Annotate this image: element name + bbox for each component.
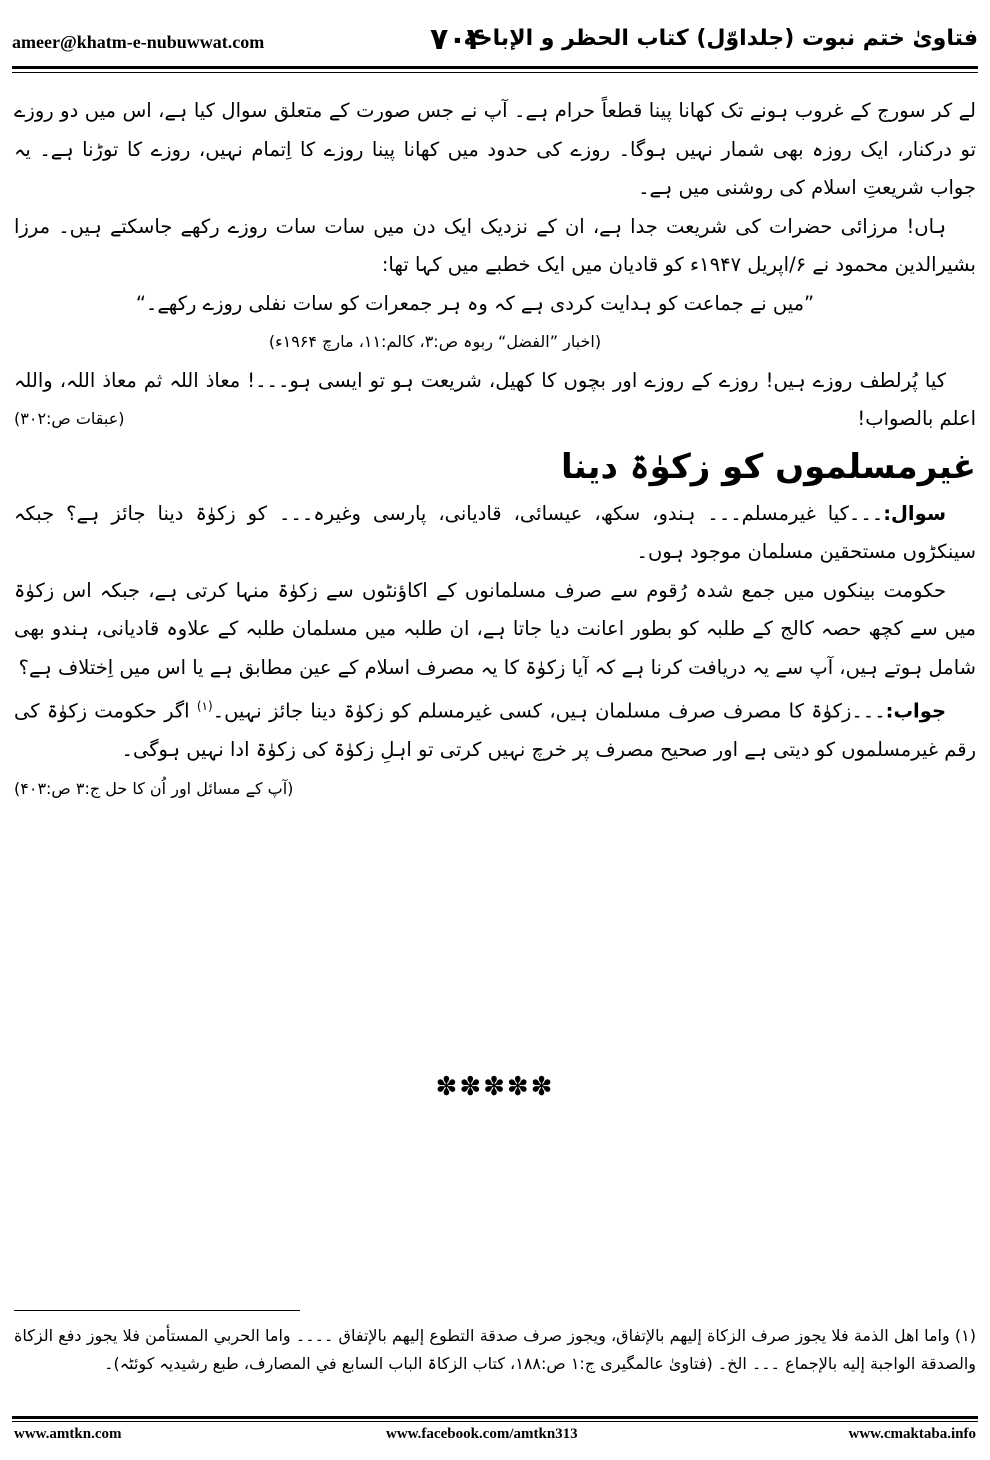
answer-text-2: اگر حکومت زکوٰۃ کی رقم غیرمسلموں کو دیتی ہے اور صحیح مصرف پر خرچ نہیں کرتی تو اہلِ زکوٰۃ کی زکوٰۃ ادا نہیں ہوگی۔ — [14, 699, 976, 761]
book-title: فتاویٰ ختم نبوت (جلداوّل) کتاب الحظر و الإباحة — [463, 26, 978, 51]
paragraph-3 — [14, 362, 976, 439]
footer-rule — [12, 1416, 978, 1419]
footer-link-left[interactable]: www.amtkn.com — [14, 1426, 122, 1442]
header-email[interactable]: ameer@khatm-e-nubuwwat.com — [12, 32, 265, 52]
page-header — [12, 22, 978, 62]
question-text: ۔۔۔کیا غیرمسلم۔۔۔ ہندو، سکھ، عیسائی، قادیانی، پارسی وغیرہ۔۔۔ کو زکوٰۃ دینا جائز ہے؟ جبکہ سینکڑوں مستحقین مسلمان موجود ہوں۔ — [14, 501, 976, 563]
section-separator: ✽✽✽✽✽ — [435, 1072, 555, 1102]
header-rule — [12, 66, 978, 69]
answer — [14, 687, 976, 798]
paragraph-3-text: کیا پُرلطف روزے ہیں! روزے کے روزے اور بچوں کا کھیل، شریعت ہو تو ایسی ہو۔۔۔! معاذ اللہ ثم معاذ اللہ، واللہ اعلم بالصواب! — [14, 368, 976, 430]
footer-rule-thin — [12, 1421, 978, 1422]
quotation-reference: (اخبار ”الفضل“ ربوہ ص:۳، کالم:۱۱، مارچ ۱۹۶۴ء) — [268, 332, 602, 351]
paragraph-3-reference: (عبقات ص:۳۰۲) — [14, 409, 125, 428]
footnote: (۱) واما اهل الذمة فلا يجوز صرف الزكاة إليهم بالإتفاق، ويجوز صرف صدقة التطوع إليهم بالإتفاق ۔۔۔۔ واما الحربي المستأمن فلا يجوز دفع الزكاة والصدقة الواجبة إليه بالإجماع ۔۔۔ الخ۔ (فتاویٰ عالمگیری ج:۱ ص:۱۸۸، کتاب الزکاۃ الباب السابع في المصارف، طبع رشیدیہ کوئٹہ)۔ — [14, 1326, 976, 1373]
answer-label: جواب: — [885, 699, 946, 723]
page-footer — [14, 1426, 976, 1450]
page-body — [14, 92, 976, 808]
header-rule-thin — [12, 72, 978, 73]
footer-link-center[interactable]: www.facebook.com/amtkn313 — [386, 1426, 578, 1442]
paragraph-1: لے کر سورج کے غروب ہونے تک کھانا پینا قطعاً حرام ہے۔ آپ نے جس صورت کے متعلق سوال کیا ہے، اس میں دو روزے تو درکنار، ایک روزہ بھی شمار نہیں ہوگا۔ روزے کی حدود میں کھانا پینا روزے کا اِتمام نہیں، روزے کا توڑنا ہے۔ یہ جواب شریعتِ اسلام کی روشنی میں ہے۔ — [14, 99, 976, 199]
section-heading: غیرمسلموں کو زکوٰۃ دینا — [561, 446, 976, 487]
answer-reference: (آپ کے مسائل اور اُن کا حل ج:۳ ص:۴۰۳) — [14, 778, 294, 798]
question — [14, 495, 976, 572]
answer-text-1: ۔۔۔زکوٰۃ کا مصرف صرف مسلمان ہیں، کسی غیرمسلم کو زکوٰۃ دینا جائز نہیں۔ — [212, 699, 886, 723]
paragraph-2: ہاں! مرزائی حضرات کی شریعت جدا ہے، ان کے نزدیک ایک دن میں سات سات روزے رکھے جاسکتے ہیں۔ مرزا بشیرالدین محمود نے ۶/اپریل ۱۹۴۷ء کو قادیان میں ایک خطبے میں کہا تھا: — [14, 214, 976, 276]
footnote-marker: (۱) — [196, 699, 213, 713]
footnote-rule — [14, 1310, 300, 1311]
question-label: سوال: — [883, 501, 946, 525]
page-number: ۷۰۴ — [430, 22, 485, 57]
quotation: ”میں نے جماعت کو ہدایت کردی ہے کہ وہ ہر جمعرات کو سات نفلی روزے رکھے۔“ — [135, 291, 815, 315]
footer-link-right[interactable]: www.cmaktaba.info — [848, 1426, 976, 1442]
paragraph-4: حکومت بینکوں میں جمع شدہ رُقوم سے صرف مسلمانوں کے اکاؤنٹوں سے زکوٰۃ منہا کرتی ہے، جبکہ اس زکوٰۃ میں سے کچھ حصہ کالج کے طلبہ کو بطور اعانت دیا جاتا ہے، ان طلبہ میں مسلمان طلبہ کے علاوہ قادیانی، ہندو بھی شامل ہوتے ہیں، آپ سے یہ دریافت کرنا ہے کہ آیا زکوٰۃ کا یہ مصرف اسلام کے عین مطابق ہے یا اس میں اِختلاف ہے؟ — [14, 578, 976, 679]
